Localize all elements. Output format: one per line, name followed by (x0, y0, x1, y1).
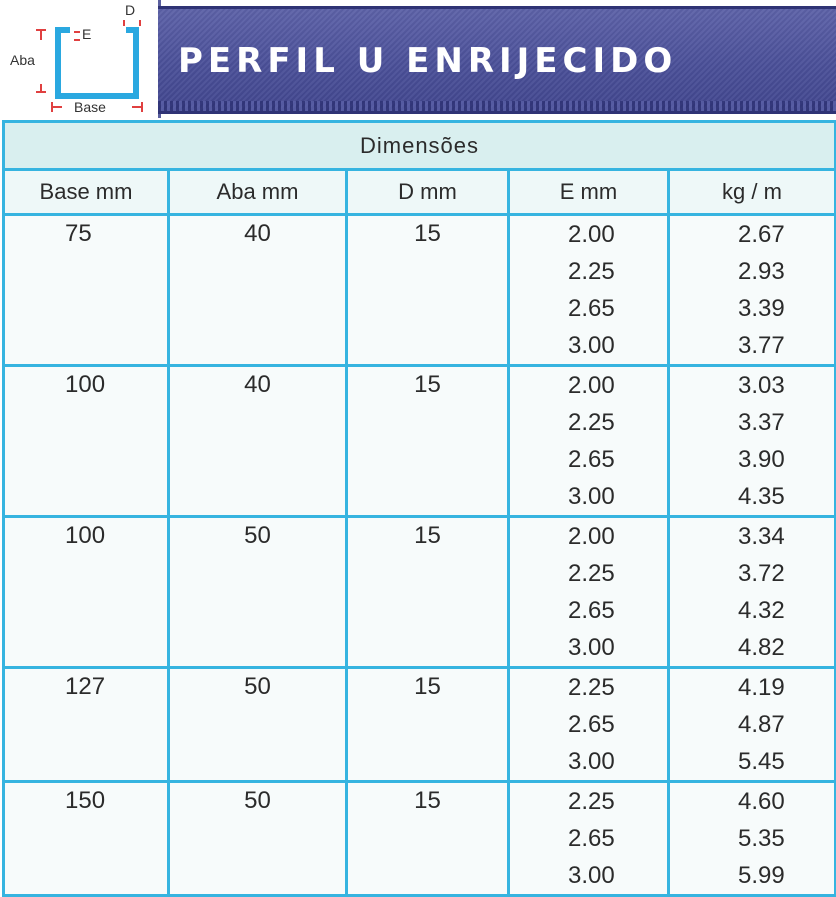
dimensions-table (2, 120, 836, 897)
base-value: 100 (65, 371, 106, 398)
kg-value: 2.67 (738, 221, 785, 248)
dimensions-table-wrap (2, 120, 834, 890)
banner-stripe (158, 101, 836, 111)
base-value: 127 (65, 673, 106, 700)
table-row (4, 668, 836, 782)
profile-diagram (0, 0, 161, 118)
kg-value: 5.35 (738, 825, 785, 852)
d-value: 15 (414, 673, 441, 700)
column-header-kg: kg / m (669, 170, 836, 215)
kg-value: 4.87 (738, 711, 785, 738)
diagram-label-base: Base (74, 99, 106, 115)
e-value: 2.25 (568, 674, 615, 701)
d-value: 15 (414, 220, 441, 247)
e-value: 2.00 (568, 523, 615, 550)
e-value: 2.25 (568, 788, 615, 815)
aba-value: 50 (244, 522, 271, 549)
kg-value: 3.37 (738, 409, 785, 436)
kg-value: 3.34 (738, 523, 785, 550)
diagram-label-e: E (82, 26, 92, 42)
column-header-d: D mm (347, 170, 509, 215)
kg-value: 4.35 (738, 483, 785, 510)
table-row (4, 782, 836, 896)
table-row (4, 215, 836, 366)
e-value: 2.25 (568, 409, 615, 436)
kg-value: 4.32 (738, 597, 785, 624)
kg-value: 5.99 (738, 862, 785, 889)
base-value: 75 (65, 220, 92, 247)
column-header-e: E mm (509, 170, 669, 215)
title-banner (158, 6, 836, 114)
e-value: 2.65 (568, 825, 615, 852)
column-header-aba: Aba mm (169, 170, 347, 215)
page-title: PERFIL U ENRIJECIDO (178, 41, 678, 81)
aba-value: 50 (244, 787, 271, 814)
base-value: 100 (65, 522, 106, 549)
kg-value: 3.72 (738, 560, 785, 587)
e-value: 3.00 (568, 748, 615, 775)
kg-value: 4.82 (738, 634, 785, 661)
aba-value: 40 (244, 220, 271, 247)
aba-value: 50 (244, 673, 271, 700)
diagram-label-d: D (125, 2, 136, 18)
e-value: 3.00 (568, 862, 615, 889)
e-value: 2.25 (568, 560, 615, 587)
table-row (4, 366, 836, 517)
diagram-label-aba: Aba (10, 52, 35, 68)
kg-value: 3.77 (738, 332, 785, 359)
d-value: 15 (414, 522, 441, 549)
section-title: Dimensões (4, 122, 836, 170)
d-value: 15 (414, 787, 441, 814)
d-value: 15 (414, 371, 441, 398)
e-value: 2.25 (568, 258, 615, 285)
e-value: 3.00 (568, 483, 615, 510)
e-value: 2.65 (568, 711, 615, 738)
e-value: 2.65 (568, 446, 615, 473)
e-value: 2.65 (568, 597, 615, 624)
kg-value: 5.45 (738, 748, 785, 775)
kg-value: 4.60 (738, 788, 785, 815)
header (0, 0, 836, 120)
kg-value: 4.19 (738, 674, 785, 701)
table-row (4, 517, 836, 668)
e-value: 3.00 (568, 332, 615, 359)
kg-value: 3.90 (738, 446, 785, 473)
e-value: 3.00 (568, 634, 615, 661)
e-value: 2.00 (568, 221, 615, 248)
aba-value: 40 (244, 371, 271, 398)
kg-value: 2.93 (738, 258, 785, 285)
base-value: 150 (65, 787, 106, 814)
e-value: 2.65 (568, 295, 615, 322)
e-value: 2.00 (568, 372, 615, 399)
kg-value: 3.03 (738, 372, 785, 399)
kg-value: 3.39 (738, 295, 785, 322)
column-header-base: Base mm (4, 170, 169, 215)
